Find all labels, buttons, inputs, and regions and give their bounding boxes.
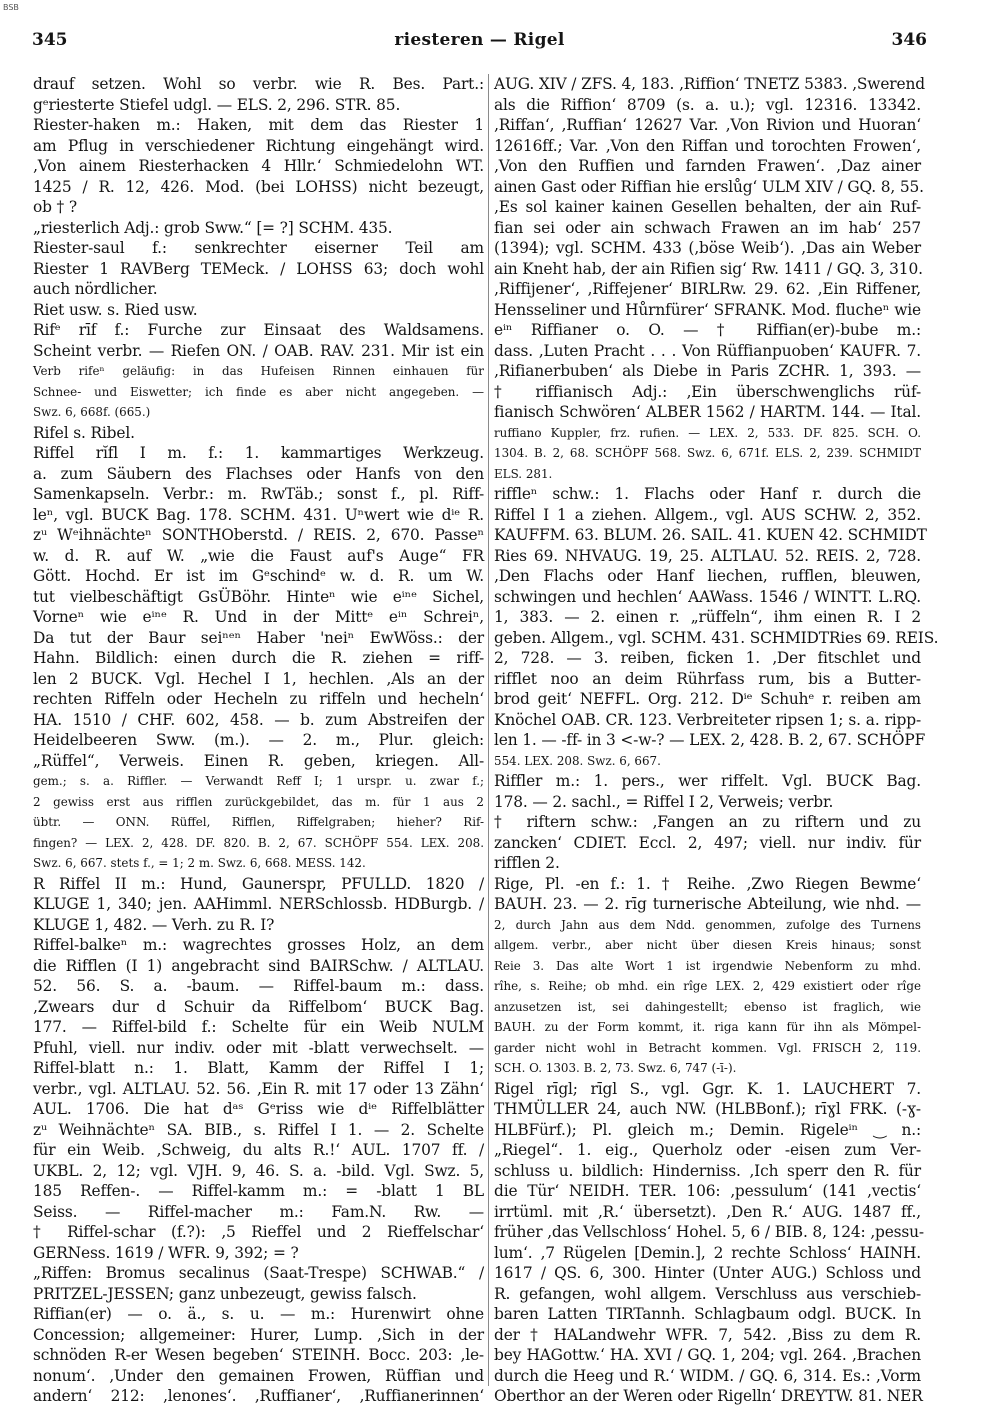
text-line: zancken‘ CDIET. Eccl. 2, 497; viell. nur indiv. für <box>494 833 921 852</box>
text-line: ‚Den Flachs oder Hanf liechen, rufflen, bleuwen, <box>494 567 921 585</box>
text-line: Riffler m.: 1. pers., wer riffelt. Vgl. BUCK Bag. <box>494 772 921 790</box>
text-line: 12616ff.; Var. ‚Von den Riffan und torochten Frowen‘, <box>494 136 921 155</box>
text-line: übtr. — ONN. Rüffel, Rifflen, Riffelgraben; hieher? Rif- <box>33 815 484 829</box>
text-line: ainen Gast oder Riffian hie erslůg‘ ULM XIV / GQ. 8, 55. <box>494 177 924 196</box>
text-line: die Rifflen (I 1) angebracht sind BAIRSchw. / ALTLAU. <box>33 956 484 975</box>
page-header <box>32 30 927 54</box>
text-line: 1304. B. 2, 68. SCHÖPF 568. Swz. 6, 671f. ELS. 2, 239. SCHMIDT <box>494 446 921 460</box>
text-line: für ein Weib. ‚Schweig, du alts R.!‘ AUL. 1707 ff. / <box>33 1141 484 1159</box>
text-line: „Rüffel“, Verweis. Einen R. geben, kriegen. All- <box>33 751 484 770</box>
text-line: THMÜLLER 24, auch NW. (HLBBonf.); rīɣl FRK. (-ɣ- <box>494 1100 921 1118</box>
text-line: rifflen 2. <box>494 854 560 872</box>
text-line: Riffian(er) — o. ä., s. u. — m.: Hurenwirt ohne <box>33 1305 484 1323</box>
text-line: BAUH. zu der Form kommt, it. riga kann für ihn als Mömpel- <box>494 1020 921 1034</box>
text-line: leⁿ, vgl. BUCK Bag. 178. SCHM. 431. Uⁿwert wie dⁱᵉ R. <box>33 505 484 524</box>
text-line: rechten Riffeln oder Hecheln zu riffeln und hecheln‘ <box>33 690 484 708</box>
text-line: Scheint verbr. — Riefen ON. / OAB. RAV. 231. Mir ist ein <box>33 341 484 360</box>
text-line: auch nördlicher. <box>33 280 158 298</box>
text-line: Gött. Hochd. Er ist im Gᵉschindᵉ w. d. R. um W. <box>33 567 484 585</box>
text-line: Knöchel OAB. CR. 123. Verbreiteter ripsen 1; s. a. ripp- <box>494 710 921 729</box>
text-line: Riffel-balkeⁿ m.: wagrechtes grosses Holz, an dem <box>33 936 484 954</box>
text-line: HA. 1510 / CHF. 602, 458. — b. zum Abstreifen der <box>33 710 484 729</box>
text-line: rifflet noo an deim Rührfass rum, bis a Butter- <box>494 669 921 688</box>
text-line: 178. — 2. sachl., = Riffel I 2, Verweis; verbr. <box>494 792 834 811</box>
text-line: † Riffel-schar (f.?): ‚5 Rieffel und 2 Rieffelschar‘ <box>33 1223 484 1241</box>
text-line: AUG. XIV / ZFS. 4, 183. ‚Riffion‘ TNETZ 5383. ‚Swerend <box>494 75 925 93</box>
text-line: drauf setzen. Wohl so verbr. wie R. Bes. Part.: <box>33 75 484 93</box>
text-line: Riffel I 1 a ziehen. Allgem., vgl. AUS SCHW. 2, 352. <box>494 505 921 524</box>
text-line: 1, 383. — 2. einen r. „rüffeln“, ihm einen R. I 2 <box>494 608 921 626</box>
column-divider <box>488 74 489 1386</box>
text-line: Hahn. Bildlich: einen durch die R. ziehen = riff- <box>33 649 484 667</box>
text-line: früher ‚das Vellschloss‘ Hohel. 5, 6 / BIB. 8, 124: ‚pessu- <box>494 1223 924 1241</box>
text-line: verbr., vgl. ALTLAU. 52. 56. ‚Ein R. mit 17 oder 13 Zähn‘ <box>33 1079 484 1098</box>
page-number-right: 346 <box>891 30 927 50</box>
text-line: Verb rifeⁿ geläufig: in das Hufeisen Rinnen einhauen für <box>33 364 484 378</box>
text-line: lum‘. ‚7 Rügelen [Demin.], 2 rechte Schloss‘ HAINH. <box>494 1243 921 1262</box>
text-line: Riester-haken m.: Haken, mit dem das Riester 1 <box>33 116 484 134</box>
text-line: ‚Zwears dur d Schuir da Riffelbom‘ BUCK Bag. <box>33 997 484 1016</box>
text-line: KAUFFM. 63. BLUM. 26. SAIL. 41. KUEN 42. SCHMIDT <box>494 526 927 544</box>
text-line: Concession; allgemeiner: Hurer, Lump. ‚Sich in der <box>33 1325 484 1344</box>
text-line: ‚Rifianerbuben‘ als Diebe in Paris ZCHR. 1, 393. — <box>494 362 921 380</box>
right-column <box>494 74 939 1405</box>
text-line: ‚Von den Ruffien und farnden Frawen‘. ‚Daz ainer <box>494 157 921 175</box>
text-line: R. gefangen, wohl allgem. Verschluss aus verschieb- <box>494 1284 921 1303</box>
page-number-left: 345 <box>32 30 68 50</box>
text-line: „Riffen: Bromus secalinus (Saat-Trespe) SCHWAB.“ / <box>33 1264 484 1282</box>
text-line: Ries 69. NHVAUG. 19, 25. ALTLAU. 52. REIS. 2, 728. <box>494 546 921 565</box>
text-line: der † HALandwehr WFR. 7, 542. ‚Biss zu dem R. <box>494 1325 921 1344</box>
text-line: gem.; s. a. Riffler. — Verwandt Reff I; 1 urspr. u. zwar f.; <box>33 774 484 788</box>
text-line: ‚Von ainem Riesterhacken 4 Hllr.‘ Schmiedelohn WT. <box>33 157 484 175</box>
text-line: fianisch Schwören‘ ALBER 1562 / HARTM. 144. — Ital. <box>494 403 921 421</box>
text-line: Seiss. — Riffel-macher m.: Fam.N. Rw. — <box>33 1202 484 1221</box>
text-line: „riesterlich Adj.: grob Sww.“ [= ?] SCHM. 435. <box>33 218 393 237</box>
text-line: Riffel rĭfl I m. f.: 1. kammartiges Werkzeug. <box>33 444 484 462</box>
text-line: rîhe, s. Reihe; ob mhd. ein rîge LEX. 2, 429 existiert oder rîge <box>494 979 921 993</box>
text-line: 1425 / R. 12, 426. Mod. (bei LOHSS) nicht bezeugt, <box>33 177 484 196</box>
text-line: HLBFürf.); Pl. gleich m.; Demin. Rigeleⁱⁿ ‿ n.: <box>494 1120 921 1139</box>
text-line: „Riegel“. 1. eig., Querholz oder -eisen zum Ver- <box>494 1141 921 1159</box>
text-line: Reie 3. Das alte Wort 1 ist irgendwie Nebenform zu mhd. <box>494 958 921 973</box>
text-line: 177. — Riffel-bild f.: Schelte für ein Weib NULM <box>33 1018 484 1036</box>
text-line: Rifᵉ rīf f.: Furche zur Einsaat des Waldsamens. <box>33 321 484 339</box>
text-line: KLUGE 1, 482. — Verh. zu R. I? <box>33 915 275 934</box>
text-line: KLUGE 1, 340; jen. AAHimml. NERSchlossb. HDBurgb. / <box>33 895 484 913</box>
text-line: zᵘ Weihnächteⁿ SA. BIB., s. Riffel I 1. — 2. Schelte <box>33 1120 484 1139</box>
text-line: Vorneⁿ wie eⁱⁿᵉ R. Und in der Mittᵉ eⁱⁿ Schreiⁿ, <box>33 608 484 626</box>
text-line: als die Riffion‘ 8709 (s. a. u.); vgl. 12316. 13342. <box>494 95 921 114</box>
text-line: bey HAGottw.‘ HA. XVI / GQ. 1, 204; vgl. 264. ‚Brachen <box>494 1346 921 1364</box>
text-line: 2, 728. — 3. reiben, ficken 1. ‚Der fitschlet und <box>494 649 921 667</box>
text-line: Rige, Pl. -en f.: 1. † Reihe. ‚Zwo Riegen Bewme‘ <box>494 874 921 893</box>
text-line: geben. Allgem., vgl. SCHM. 431. SCHMIDTRies 69. REIS. <box>494 628 939 647</box>
text-line: 2 gewiss erst aus rifflen zurückgebildet, das m. für 1 aus 2 <box>33 794 484 809</box>
running-title: riesteren — Rigel <box>394 30 565 50</box>
text-line: 185 Reffen-. — Riffel-kamm m.: = -blatt 1 BL <box>33 1182 484 1200</box>
text-line: (1394); vgl. SCHM. 433 (‚böse Weib‘). ‚Das ain Weber <box>494 239 921 257</box>
text-line: Heidelbeeren Sww. (m.). — 2. m., Plur. gleich: <box>33 731 484 749</box>
text-line: ruffiano Kuppler, frz. rufien. — LEX. 2, 533. DF. 825. SCH. O. <box>494 425 921 440</box>
text-line: am Pflug in verschiedener Richtung eingehängt wird. <box>33 136 484 155</box>
text-line: Riffel-blatt n.: 1. Blatt, Kamm der Riffel I 1; <box>33 1059 484 1077</box>
text-line: Oberthor an der Weren oder Rigelln‘ DREYTW. 81. NER <box>494 1387 923 1405</box>
text-line: Riester 1 RAVBerg TEMeck. / LOHSS 63; doch wohl <box>33 259 484 278</box>
text-line: Da tut der Baur seiⁿᵉⁿ Haber 'neiⁿ EwWöss.: der <box>33 628 484 647</box>
text-line: die Tür‘ NEIDH. TER. 106: ‚pessulum‘ (141 ‚vectis‘ <box>494 1182 921 1200</box>
text-line: dass. ‚Luten Pracht . . . Von Rüffianpuoben‘ KAUFR. 7. <box>494 341 921 360</box>
text-line: AUL. 1706. Die hat dᵃˢ Gᵉriss wie dⁱᵉ Riffelblätter <box>33 1100 484 1118</box>
text-line: schwingen und hechlen‘ AAWass. 1546 / WINTT. L.RQ. <box>494 587 921 606</box>
text-line: ob † ? <box>33 198 77 216</box>
text-line: andern‘ 212: ‚lenones‘. ‚Ruffianer‘, ‚Ruffianerinnen‘ <box>33 1387 484 1405</box>
text-line: PRITZEL-JESSEN; ganz unbezeugt, gewiss falsch. <box>33 1284 417 1303</box>
text-line: Pfuhl, viell. nur indiv. oder mit -blatt verwechselt. — <box>33 1038 484 1057</box>
text-line: schnöden R-er Wesen begeben‘ STEINH. Bocc. 203: ‚le- <box>33 1346 484 1364</box>
left-column <box>33 74 484 1405</box>
text-line: 52. 56. S. a. -baum. — Riffel-baum m.: dass. <box>33 977 484 995</box>
library-stamp: BSB <box>3 3 19 12</box>
text-line: 1617 / QS. 6, 300. Hinter (Unter AUG.) Schloss und <box>494 1264 921 1282</box>
text-line: ‚Riffan‘, ‚Ruffian‘ 12627 Var. ‚Von Rivion und Huoran‘ <box>494 116 921 134</box>
text-line: fian sei oder ain schwach Frawen an im hab‘ 257 <box>494 218 921 237</box>
text-line: durch die Heeg und R.‘ WIDM. / GQ. 6, 314. Es.: ‚Vorm <box>494 1366 921 1385</box>
text-line: eⁱⁿ Riffianer o. O. — † Riffian(er)-bube m.: <box>494 321 921 339</box>
text-line: len 1. — -ff- in 3 <-w-? — LEX. 2, 428. B. 2, 67. SCHÖPF <box>494 731 926 749</box>
text-line: 554. LEX. 208. Swz. 6, 667. <box>494 753 661 768</box>
text-line: SCH. O. 1303. B. 2, 73. Swz. 6, 747 (-ī-). <box>494 1061 737 1075</box>
text-line: len 2 BUCK. Vgl. Hechel I 1, hechlen. ‚Als an der <box>33 669 484 688</box>
text-line: anzusetzen ist, sei dahingestellt; ebenso ist fraglich, wie <box>494 999 921 1014</box>
text-line: baren Latten TIRTannh. Schlagbaum odgl. BUCK. In <box>494 1305 921 1323</box>
text-line: Schnee- und Eiswetter; ich finde es aber nicht angegeben. — <box>33 384 484 399</box>
text-line: † riftern schw.: ‚Fangen an zu riftern und zu <box>494 813 921 831</box>
text-line: w. d. R. auf W. „wie die Faust auf's Auge“ FR <box>33 546 484 565</box>
text-line: Rifel s. Ribel. <box>33 423 135 442</box>
text-line: a. zum Säubern des Flachses oder Hanfs von den <box>33 464 484 483</box>
text-line: BAUH. 23. — 2. rīg turnerische Abteilung, wie nhd. — <box>494 895 921 913</box>
text-line: nonum‘. ‚Under den gemainen Frowen, Rüffian und <box>33 1366 484 1385</box>
text-line: zᵘ Wᵉihnächteⁿ SONTHOberstd. / REIS. 2, 670. Passeⁿ <box>33 526 484 544</box>
text-line: garder nicht wohl in Betracht kommen. Vgl. FRISCH 2, 119. <box>494 1040 921 1055</box>
text-line: allgem. verbr., aber nicht über diesen Kreis hinaus; sonst <box>494 938 921 952</box>
text-line: ain Kneht hab, der ain Rifien sig‘ Rw. 1411 / GQ. 3, 310. <box>494 259 923 278</box>
text-line: fingen? — LEX. 2, 428. DF. 820. B. 2, 67. SCHÖPF 554. LEX. 208. <box>33 835 484 850</box>
text-line: irrtüml. mit ‚R.‘ übersetzt). ‚Den R.‘ AUG. 1487 ff., <box>494 1202 921 1221</box>
text-line: ‚Es sol kainer kainen Gesellen behalten, der ain Ruf- <box>494 198 921 216</box>
text-line: ELS. 281. <box>494 466 553 481</box>
text-line: gᵉriesterte Stiefel udgl. — ELS. 2, 296. STR. 85. <box>33 95 401 114</box>
text-line: Swz. 6, 667. stets f., = 1; 2 m. Swz. 6, 668. MESS. 142. <box>33 856 366 870</box>
text-line: tut vielbeschäftigt GsÜBöhr. Hinteⁿ wie eⁱⁿᵉ Sichel, <box>33 587 484 606</box>
text-line: † riffianisch Adj.: ‚Ein überschwenglichs rüf- <box>494 382 921 401</box>
text-line: Hensseliner und Hůrnfürer‘ SFRANK. Mod. flucheⁿ wie <box>494 300 921 319</box>
text-line: Riester-saul f.: senkrechter eiserner Teil am <box>33 239 484 257</box>
text-line: Swz. 6, 668f. (665.) <box>33 405 151 419</box>
text-line: 2, durch Jahn aus dem Ndd. genommen, zufolge des Turnens <box>494 917 921 932</box>
text-line: R Riffel II m.: Hund, Gaunerspr, PFULLD. 1820 / <box>33 874 484 893</box>
text-line: GERNess. 1619 / WFR. 9, 392; = ? <box>33 1243 299 1262</box>
text-line: riffleⁿ schw.: 1. Flachs oder Hanf r. durch die <box>494 485 921 503</box>
text-line: Riet usw. s. Ried usw. <box>33 300 198 319</box>
text-line: Samenkapseln. Verbr.: m. RwTäb.; sonst f., pl. Riff- <box>33 485 484 503</box>
text-line: UKBL. 2, 12; vgl. VJH. 9, 46. S. a. -bild. Vgl. Swz. 5, <box>33 1161 484 1180</box>
text-line: Rigel rīgl; rīgl S., vgl. Ggr. K. 1. LAUCHERT 7. <box>494 1079 921 1098</box>
text-line: schluss u. bildlich: Hinderniss. ‚Ich sperr den R. für <box>494 1161 921 1180</box>
text-line: ‚Riffijener‘, ‚Riffejener‘ BIRLRw. 29. 62. ‚Ein Riffener, <box>494 280 921 298</box>
text-line: brod geit‘ NEFFL. Org. 212. Dⁱᵉ Schuhᵉ r. reiben am <box>494 690 921 708</box>
